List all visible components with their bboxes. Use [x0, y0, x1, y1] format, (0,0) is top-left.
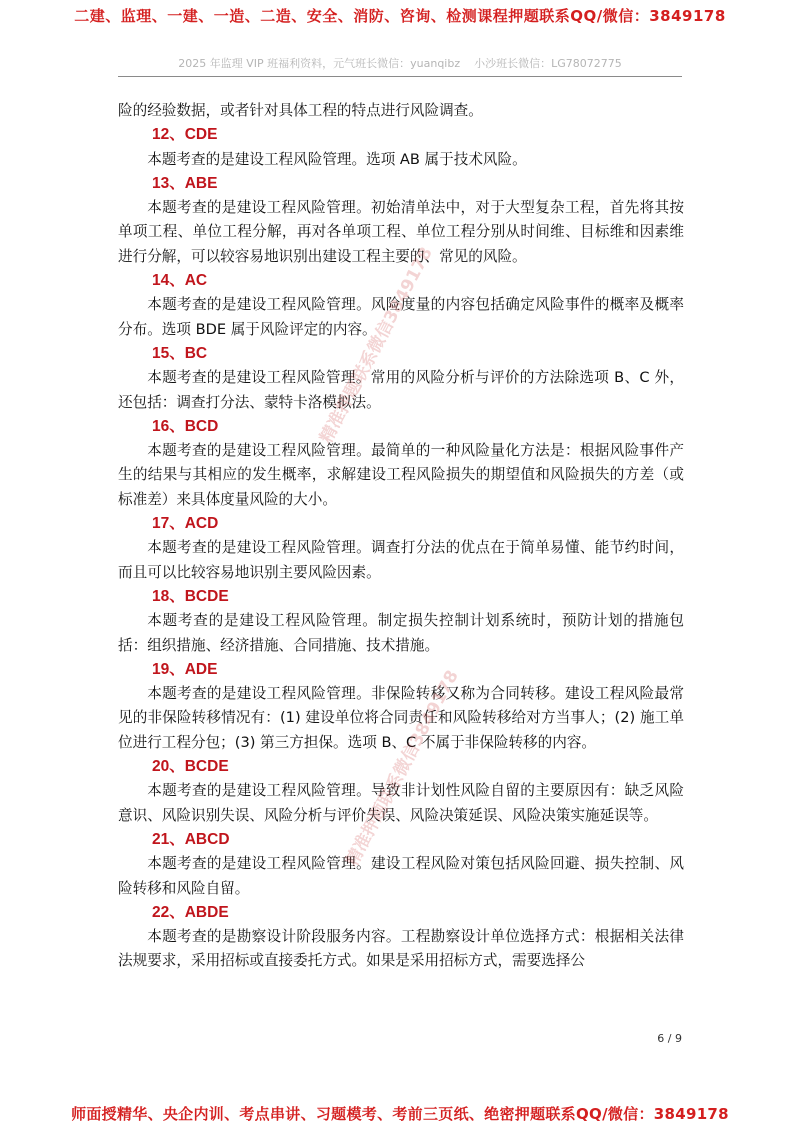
answer-heading: 19、ADE — [152, 660, 218, 678]
explanation-paragraph: 本题考查的是建设工程风险管理。非保险转移又称为合同转移。建设工程风险最常见的非保险转移情况有：(1) 建设单位将合同责任和风险转移给对方当事人；(2) 施工单位进行工程分包；(3) 第三方担保。选项 B、C 不属于非保险转移的内容。 — [118, 685, 684, 751]
explanation-paragraph: 本题考查的是建设工程风险管理。调查打分法的优点在于简单易懂、能节约时间，而且可以比较容易地识别主要风险因素。 — [118, 539, 684, 581]
explanation-paragraph: 本题考查的是建设工程风险管理。制定损失控制计划系统时，预防计划的措施包括：组织措施、经济措施、合同措施、技术措施。 — [118, 612, 684, 654]
explanation-paragraph: 本题考查的是勘察设计阶段服务内容。工程勘察设计单位选择方式：根据相关法律法规要求，采用招标或直接委托方式。如果是采用招标方式，需要选择公 — [118, 928, 684, 970]
explanation-paragraph: 本题考查的是建设工程风险管理。建设工程风险对策包括风险回避、损失控制、风险转移和风险自留。 — [118, 855, 684, 897]
watermark-text: 精准押题联系微信3849178 — [316, 244, 437, 447]
answer-heading: 18、BCDE — [152, 587, 229, 605]
answer-heading: 12、CDE — [152, 126, 218, 144]
answer-heading: 20、BCDE — [152, 758, 229, 776]
answer-heading: 21、ABCD — [152, 830, 230, 848]
watermark-text: 精准押题联系微信3849178 — [342, 667, 463, 870]
bottom-promo-banner: 师面授精华、央企内训、考点串讲、习题模考、考前三页纸、绝密押题联系QQ/微信：3849178 — [71, 1105, 729, 1123]
explanation-paragraph: 本题考查的是建设工程风险管理。常用的风险分析与评价的方法除选项 B、C 外，还包括：调查打分法、蒙特卡洛模拟法。 — [118, 369, 684, 411]
intro-paragraph: 险的经验数据，或者针对具体工程的特点进行风险调查。 — [118, 102, 483, 119]
explanation-paragraph: 本题考查的是建设工程风险管理。最简单的一种风险量化方法是：根据风险事件产生的结果与其相应的发生概率，求解建设工程风险损失的期望值和风险损失的方差（或标准差）来具体度量风险的大小。 — [118, 442, 684, 508]
document-body — [118, 99, 684, 974]
explanation-paragraph: 本题考查的是建设工程风险管理。风险度量的内容包括确定风险事件的概率及概率分布。选项 BDE 属于风险评定的内容。 — [118, 296, 684, 338]
page-header: 2025 年监理 VIP 班福利资料，元气班长微信：yuanqibz 小沙班长微信：LG78072775 — [178, 57, 622, 70]
explanation-paragraph: 本题考查的是建设工程风险管理。选项 AB 属于技术风险。 — [147, 150, 527, 168]
explanation-paragraph: 本题考查的是建设工程风险管理。初始清单法中，对于大型复杂工程，首先将其按单项工程、单位工程分解，再对各单项工程、单位工程分别从时间维、目标维和因素维进行分解，可以较容易地识别出建设工程主要的、常见的风险。 — [118, 199, 684, 265]
header-divider — [118, 76, 682, 77]
answer-heading: 17、ACD — [152, 515, 219, 533]
answer-heading: 13、ABE — [152, 174, 218, 192]
answer-heading: 15、BC — [152, 344, 208, 362]
answer-heading: 14、AC — [152, 272, 208, 290]
answer-heading: 16、BCD — [152, 417, 219, 435]
explanation-paragraph: 本题考查的是建设工程风险管理。导致非计划性风险自留的主要原因有：缺乏风险意识、风险识别失误、风险分析与评价失误、风险决策延误、风险决策实施延误等。 — [118, 782, 684, 824]
page-number: 6 / 9 — [657, 1032, 682, 1045]
top-promo-banner: 二建、监理、一建、一造、二造、安全、消防、咨询、检测课程押题联系QQ/微信：3849178 — [74, 7, 726, 25]
answer-heading: 22、ABDE — [152, 903, 229, 921]
